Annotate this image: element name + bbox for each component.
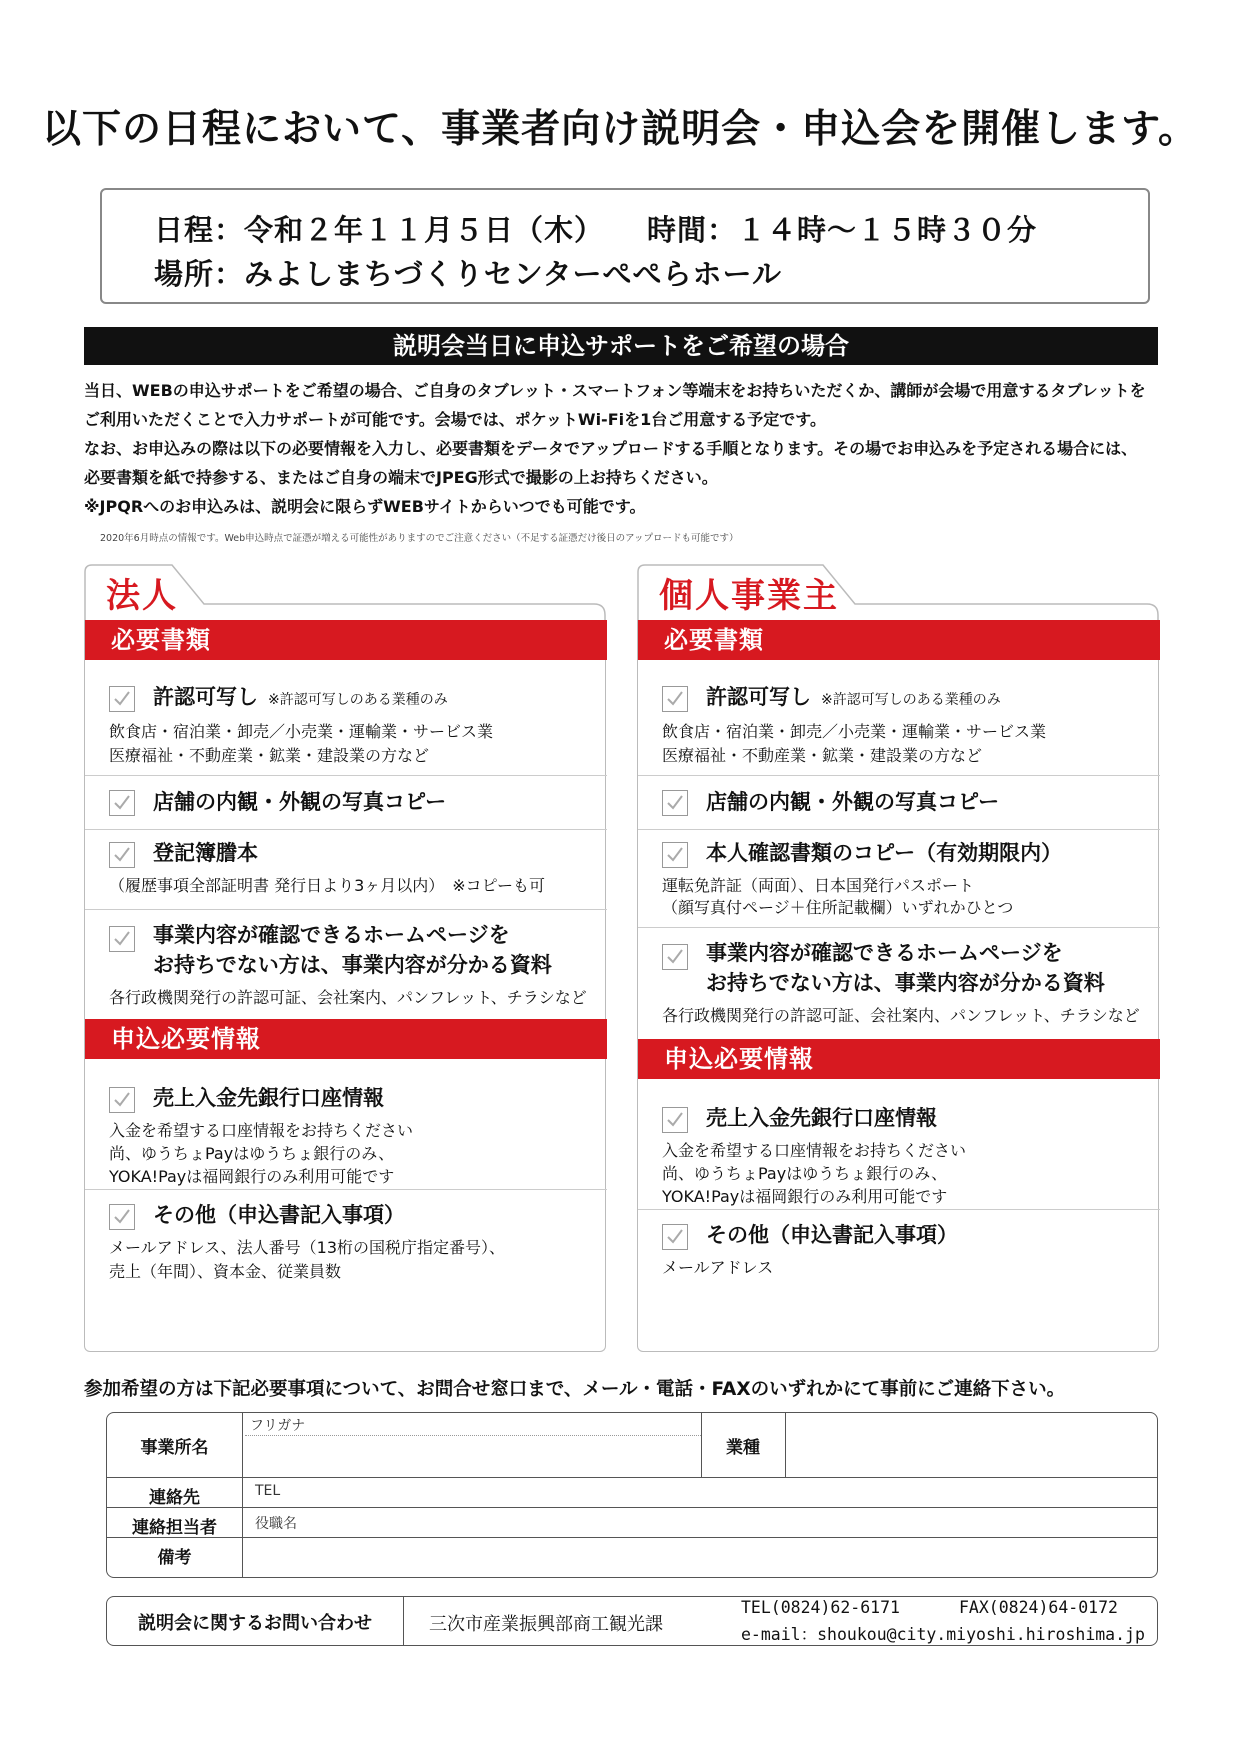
doc-item-title: 許認可写し ※許認可写しのある業種のみ [706, 685, 1001, 709]
doc-item-desc: （顔写真付ページ＋住所記載欄）いずれかひとつ [662, 898, 1014, 917]
doc-item-permit [85, 660, 607, 775]
info-item-desc: 入金を希望する口座情報をお持ちください [109, 1121, 414, 1140]
checkbox-icon[interactable] [662, 842, 688, 868]
intro-line: 必要書類を紙で持参する、またはご自身の端末でJPEG形式で撮影の上お持ちください。 [84, 468, 718, 487]
intro-paragraph [84, 376, 1158, 521]
doc-item-desc: 運転免許証（両面）、日本国発行パスポート [662, 876, 975, 895]
info-item-other [638, 1209, 1160, 1299]
doc-item-desc: 医療福祉・不動産業・鉱業・建設業の方など [662, 746, 983, 765]
doc-item-desc: 各行政機関発行の許認可証、会社案内、パンフレット、チラシなど [109, 988, 587, 1007]
info-item-desc: 入金を希望する口座情報をお持ちください [662, 1141, 967, 1160]
doc-item-desc: 各行政機関発行の許認可証、会社案内、パンフレット、チラシなど [662, 1006, 1140, 1025]
inquiry-tel: TEL(0824)62-6171 [741, 1598, 900, 1617]
info-item-bank [85, 1059, 607, 1189]
checkbox-icon[interactable] [109, 926, 135, 952]
person-label: 連絡担当者 [132, 1518, 217, 1538]
individual-card [637, 620, 1159, 1352]
doc-item-desc: 飲食店・宿泊業・卸売／小売業・運輸業・サービス業 [662, 722, 1047, 741]
checkbox-icon[interactable] [662, 790, 688, 816]
individual-docs-header: 必要書類 [638, 620, 1160, 660]
doc-item-note: ※許認可写しのある業種のみ [821, 692, 1001, 708]
corporate-card [84, 620, 606, 1352]
doc-item-desc: （履歴事項全部証明書 発行日より3ヶ月以内） ※コピーも可 [109, 876, 546, 895]
intro-line: ご利用いただくことで入力サポートが可能です。会場では、ポケットWi-Fiを1台ご用意する予定です。 [84, 410, 826, 429]
industry-label: 業種 [726, 1438, 760, 1458]
corporate-title: 法人 [106, 576, 178, 616]
doc-item-note: ※許認可写しのある業種のみ [268, 692, 448, 708]
corporate-docs-header: 必要書類 [85, 620, 607, 660]
inquiry-fax: FAX(0824)64-0172 [959, 1598, 1118, 1617]
doc-item-title: 店舗の内観・外観の写真コピー [706, 790, 1000, 814]
contact-instruction: 参加希望の方は下記必要事項について、お問合せ窓口まで、メール・電話・FAXのいずれかにて事前にご連絡下さい。 [84, 1379, 1066, 1400]
schedule-box [100, 188, 1150, 304]
doc-item-title: お持ちでない方は、事業内容が分かる資料 [706, 971, 1105, 995]
application-form [106, 1412, 1158, 1578]
checkbox-icon[interactable] [109, 686, 135, 712]
info-item-bank [638, 1079, 1160, 1209]
individual-panel [637, 564, 1159, 1352]
checkbox-icon[interactable] [109, 1087, 135, 1113]
support-section-header: 説明会当日に申込サポートをご希望の場合 [84, 327, 1158, 365]
furigana-field[interactable]: フリガナ [250, 1418, 306, 1434]
checkbox-icon[interactable] [662, 1107, 688, 1133]
info-item-desc: 売上（年間）、資本金、従業員数 [109, 1262, 342, 1281]
contact-label: 連絡先 [149, 1488, 200, 1508]
info-item-desc: 尚、ゆうちょPayはゆうちょ銀行のみ、 [662, 1164, 948, 1183]
individual-info-header: 申込必要情報 [638, 1039, 1160, 1079]
individual-title: 個人事業主 [659, 576, 839, 616]
intro-line: ※JPQRへのお申込みは、説明会に限らずWEBサイトからいつでも可能です。 [84, 497, 646, 516]
footnote: 2020年6月時点の情報です。Web申込時点で証憑が増える可能性がありますのでご注意ください（不足する証憑だけ後日のアップロードも可能です） [100, 533, 739, 544]
intro-line: なお、お申込みの際は以下の必要情報を入力し、必要書類をデータでアップロードする手順となります。その場でお申込みを予定される場合には、 [84, 439, 1138, 458]
doc-item-title: 店舗の内観・外観の写真コピー [153, 790, 447, 814]
doc-item-title: 許認可写し ※許認可写しのある業種のみ [153, 685, 448, 709]
info-item-title: その他（申込書記入事項） [706, 1223, 958, 1247]
checkbox-icon[interactable] [109, 1204, 135, 1230]
info-item-title: 売上入金先銀行口座情報 [706, 1106, 937, 1130]
checkbox-icon[interactable] [662, 944, 688, 970]
doc-item-title: 登記簿謄本 [153, 841, 258, 865]
page-headline: 以下の日程において、事業者向け説明会・申込会を開催します。 [41, 107, 1199, 152]
intro-line: 当日、WEBの申込サポートをご希望の場合、ご自身のタブレット・スマートフォン等端末をお持ちいただくか、講師が会場で用意するタブレットを [84, 381, 1146, 400]
info-item-desc: メールアドレス [662, 1258, 774, 1277]
doc-item-title: 事業内容が確認できるホームページを [706, 941, 1063, 965]
doc-item-registry [85, 829, 607, 909]
inquiry-department: 三次市産業振興部商工観光課 [429, 1614, 663, 1635]
corporate-info-header: 申込必要情報 [85, 1019, 607, 1059]
business-name-label: 事業所名 [140, 1438, 209, 1458]
corporate-panel [84, 564, 606, 1352]
info-item-desc: YOKA!Payは福岡銀行のみ利用可能です [109, 1167, 395, 1186]
doc-item-photo [638, 775, 1160, 829]
doc-item-permit [638, 660, 1160, 775]
schedule-venue: 場所：みよしまちづくりセンターぺぺらホール [154, 257, 782, 291]
info-item-desc: メールアドレス、法人番号（13桁の国税庁指定番号）、 [109, 1238, 506, 1257]
doc-item-title: 本人確認書類のコピー（有効期限内） [706, 841, 1063, 865]
doc-item-id [638, 829, 1160, 927]
inquiry-box [106, 1596, 1158, 1646]
checkbox-icon[interactable] [662, 1224, 688, 1250]
doc-item-title: お持ちでない方は、事業内容が分かる資料 [153, 953, 552, 977]
remarks-field[interactable] [247, 1541, 1153, 1573]
remarks-label: 備考 [157, 1548, 192, 1568]
doc-item-desc: 医療福祉・不動産業・鉱業・建設業の方など [109, 746, 430, 765]
info-item-title: 売上入金先銀行口座情報 [153, 1086, 384, 1110]
doc-item-desc: 飲食店・宿泊業・卸売／小売業・運輸業・サービス業 [109, 722, 494, 741]
checkbox-icon[interactable] [109, 790, 135, 816]
doc-item-business-proof [638, 927, 1160, 1039]
info-item-desc: YOKA!Payは福岡銀行のみ利用可能です [662, 1187, 948, 1206]
info-item-title: その他（申込書記入事項） [153, 1203, 405, 1227]
tel-field[interactable]: TEL [255, 1483, 281, 1499]
doc-item-business-proof [85, 909, 607, 1019]
schedule-date: 日程：令和２年１１月５日（木） [154, 213, 605, 247]
checkbox-icon[interactable] [109, 842, 135, 868]
position-field[interactable]: 役職名 [255, 1516, 297, 1532]
schedule-time: 時間：１４時～１５時３０分 [647, 213, 1038, 247]
doc-item-title: 事業内容が確認できるホームページを [153, 923, 510, 947]
info-item-other [85, 1189, 607, 1299]
doc-item-photo [85, 775, 607, 829]
industry-field[interactable] [787, 1415, 1155, 1475]
inquiry-label: 説明会に関するお問い合わせ [138, 1613, 372, 1634]
info-item-desc: 尚、ゆうちょPayはゆうちょ銀行のみ、 [109, 1144, 395, 1163]
inquiry-email[interactable]: e-mail：shoukou@city.miyoshi.hiroshima.jp [741, 1625, 1145, 1644]
checkbox-icon[interactable] [662, 686, 688, 712]
